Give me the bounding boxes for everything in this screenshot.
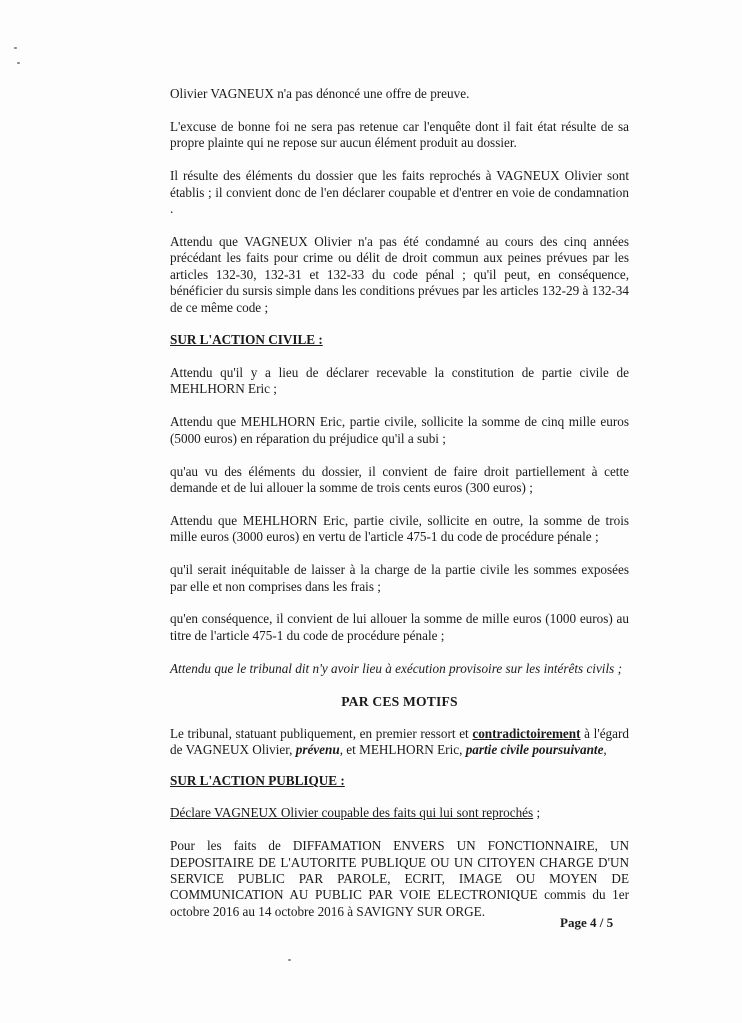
paragraph-tribunal-statuant: [170, 726, 629, 759]
text-prevenu: prévenu: [295, 742, 340, 758]
paragraph-bonne-foi: L'excuse de bonne foi ne sera pas retenue car l'enquête dont il fait état résulte de sa propre plainte qui ne repose sur aucun élément produit au dossier.: [170, 118, 629, 151]
text-fragment: Le tribunal, statuant publiquement, en premier ressort et: [170, 726, 473, 742]
text-fragment: ,: [603, 742, 607, 758]
text-fragment: ;: [533, 805, 541, 821]
paragraph-execution-provisoire: Attendu que le tribunal dit n'y avoir lieu à exécution provisoire sur les intérêts civils ;: [170, 660, 622, 676]
text-contradictoirement: contradictoirement: [472, 726, 581, 742]
paragraph-demande-dommages: Attendu que MEHLHORN Eric, partie civile, sollicite la somme de cinq mille euros (5000 euros) en réparation du préjudice qu'il a subi ;: [170, 414, 629, 446]
text-fragment: à l'égard de VAGNEUX Olivier,: [170, 726, 629, 758]
text-declare-coupable: Déclare VAGNEUX Olivier coupable des faits qui lui sont reprochés: [170, 805, 534, 821]
paragraph-faits-diffamation: Pour les faits de DIFFAMATION ENVERS UN FONCTIONNAIRE, UN DEPOSITAIRE DE L'AUTORITE PUBLIQUE OU UN CITOYEN CHARGE D'UN SERVICE PUBLIC PAR PAROLE, ECRIT, IMAGE OU MOYEN DE COMMUNICATION AU PUBLIC PAR VOIE ELECTRONIQUE commis du 1er octobre 2016 au 14 octobre 2016 à SAVIGNY SUR ORGE.: [170, 838, 629, 919]
paragraph-recevable: Attendu qu'il y a lieu de déclarer recevable la constitution de partie civile de MEHLHORN Eric ;: [170, 364, 629, 397]
heading-action-publique: SUR L'ACTION PUBLIQUE :: [170, 772, 345, 788]
page-number: Page 4 / 5: [560, 915, 614, 930]
scan-dot: [14, 47, 17, 49]
paragraph-allocation-300: qu'au vu des éléments du dossier, il convient de faire droit partiellement à cette demande et de lui allouer la somme de trois cents euros (300 euros) ;: [170, 463, 629, 495]
document-body: [170, 86, 629, 937]
scan-dot: [17, 62, 20, 64]
paragraph-offre-preuve: Olivier VAGNEUX n'a pas dénoncé une offre de preuve.: [170, 86, 470, 101]
paragraph-culpabilite: Il résulte des éléments du dossier que les faits reprochés à VAGNEUX Olivier sont établis ; il convient donc de l'en déclarer coupable et d'entrer en voie de condamnation .: [170, 168, 629, 217]
scan-dot: [288, 959, 291, 961]
text-fragment: , et MEHLHORN Eric,: [339, 742, 466, 758]
paragraph-demande-475: Attendu que MEHLHORN Eric, partie civile, sollicite en outre, la somme de trois mille euros (3000 euros) en vertu de l'article 475-1 du code de procédure pénale ;: [170, 512, 629, 545]
heading-action-civile: SUR L'ACTION CIVILE :: [170, 332, 323, 348]
text-partie-civile: partie civile poursuivante: [465, 742, 604, 758]
paragraph-inequitable: qu'il serait inéquitable de laisser à la charge de la partie civile les sommes exposées par elle et non comprises dans les frais ;: [170, 562, 629, 594]
paragraph-sursis: Attendu que VAGNEUX Olivier n'a pas été condamné au cours des cinq années précédant les faits pour crime ou délit de droit commun aux peines prévues par les articles 132-30, 132-31 et 132-33 du code pénal ; qu'il peut, en conséquence, bénéficier du sursis simple dans les conditions prévues par les articles 132-29 à 132-34 de ce même code ;: [170, 233, 629, 315]
paragraph-declare-coupable: [170, 805, 629, 821]
title-par-ces-motifs: PAR CES MOTIFS: [341, 693, 458, 709]
paragraph-allocation-1000: qu'en conséquence, il convient de lui allouer la somme de mille euros (1000 euros) au titre de l'article 475-1 du code de procédure pénale ;: [170, 611, 629, 643]
